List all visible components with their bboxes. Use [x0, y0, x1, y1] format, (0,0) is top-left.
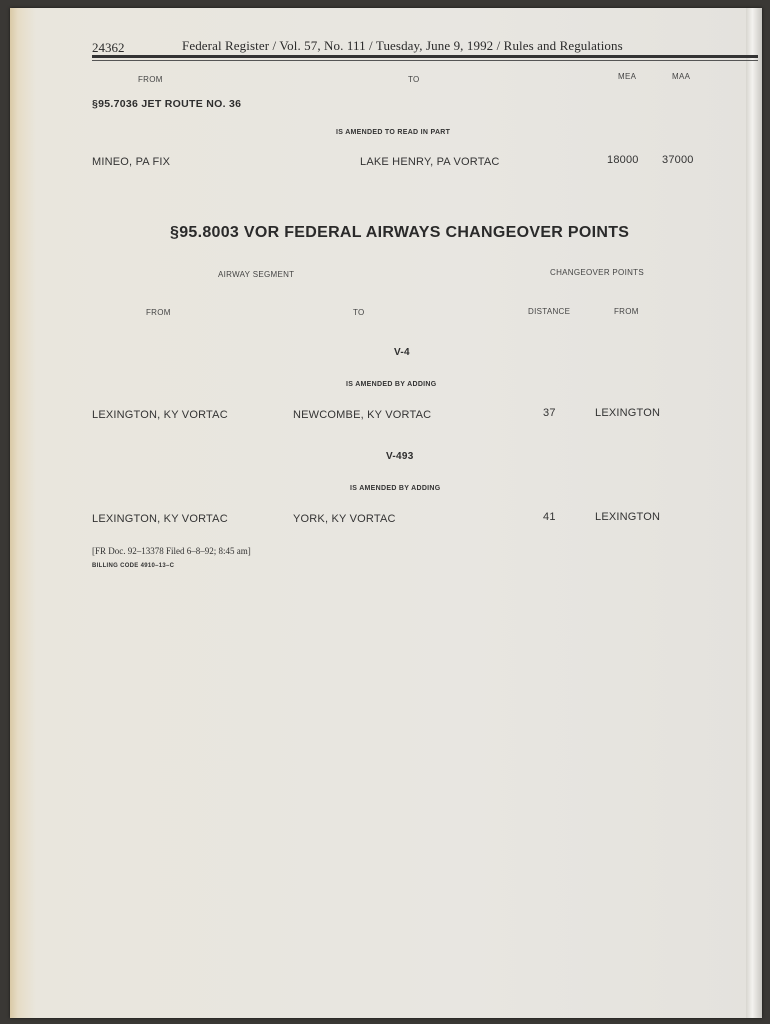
jet-route-amendment: IS AMENDED TO READ IN PART — [336, 129, 451, 136]
jet-col-to: TO — [408, 75, 420, 84]
col-to: TO — [353, 308, 365, 317]
header-rule-thick — [92, 55, 758, 58]
airway-name-v4: V-4 — [394, 347, 410, 358]
row-v4-to: NEWCOMBE, KY VORTAC — [293, 409, 432, 421]
row-v4-cop-from: LEXINGTON — [595, 407, 661, 419]
jet-route-heading: §95.7036 JET ROUTE NO. 36 — [92, 98, 242, 110]
row-v493-distance: 41 — [543, 511, 556, 523]
col-distance: DISTANCE — [528, 307, 571, 316]
section-title: §95.8003 VOR FEDERAL AIRWAYS CHANGEOVER POINTS — [170, 224, 630, 241]
page-edge — [746, 8, 762, 1018]
page-number: 24362 — [92, 40, 125, 55]
page-header — [92, 32, 758, 55]
running-head: Federal Register / Vol. 57, No. 111 / Tuesday, June 9, 1992 / Rules and Regulations — [182, 38, 623, 53]
col-airway-segment: AIRWAY SEGMENT — [218, 270, 295, 279]
jet-col-mea: MEA — [618, 72, 637, 81]
row-v493-to: YORK, KY VORTAC — [293, 513, 396, 525]
fr-doc-line: [FR Doc. 92–13378 Filed 6–8–92; 8:45 am] — [92, 546, 251, 556]
row-v4-distance: 37 — [543, 407, 556, 419]
jet-row-from: MINEO, PA FIX — [92, 156, 171, 168]
row-v4-from: LEXINGTON, KY VORTAC — [92, 409, 228, 421]
col-from: FROM — [146, 308, 171, 317]
col-cop-from: FROM — [614, 307, 639, 316]
header-rule-thin — [92, 60, 758, 61]
airway-amendment-v4: IS AMENDED BY ADDING — [346, 381, 437, 388]
row-v493-from: LEXINGTON, KY VORTAC — [92, 513, 228, 525]
document-page — [10, 8, 762, 1018]
row-v493-cop-from: LEXINGTON — [595, 511, 661, 523]
jet-row-maa: 37000 — [662, 154, 694, 166]
jet-row-mea: 18000 — [607, 154, 639, 166]
jet-col-from: FROM — [138, 75, 163, 84]
airway-amendment-v493: IS AMENDED BY ADDING — [350, 485, 441, 492]
billing-code: BILLING CODE 4910–13–C — [92, 563, 175, 569]
jet-col-maa: MAA — [672, 72, 691, 81]
jet-row-to: LAKE HENRY, PA VORTAC — [360, 156, 500, 168]
airway-name-v493: V-493 — [386, 451, 414, 462]
col-changeover-points: CHANGEOVER POINTS — [550, 268, 645, 277]
